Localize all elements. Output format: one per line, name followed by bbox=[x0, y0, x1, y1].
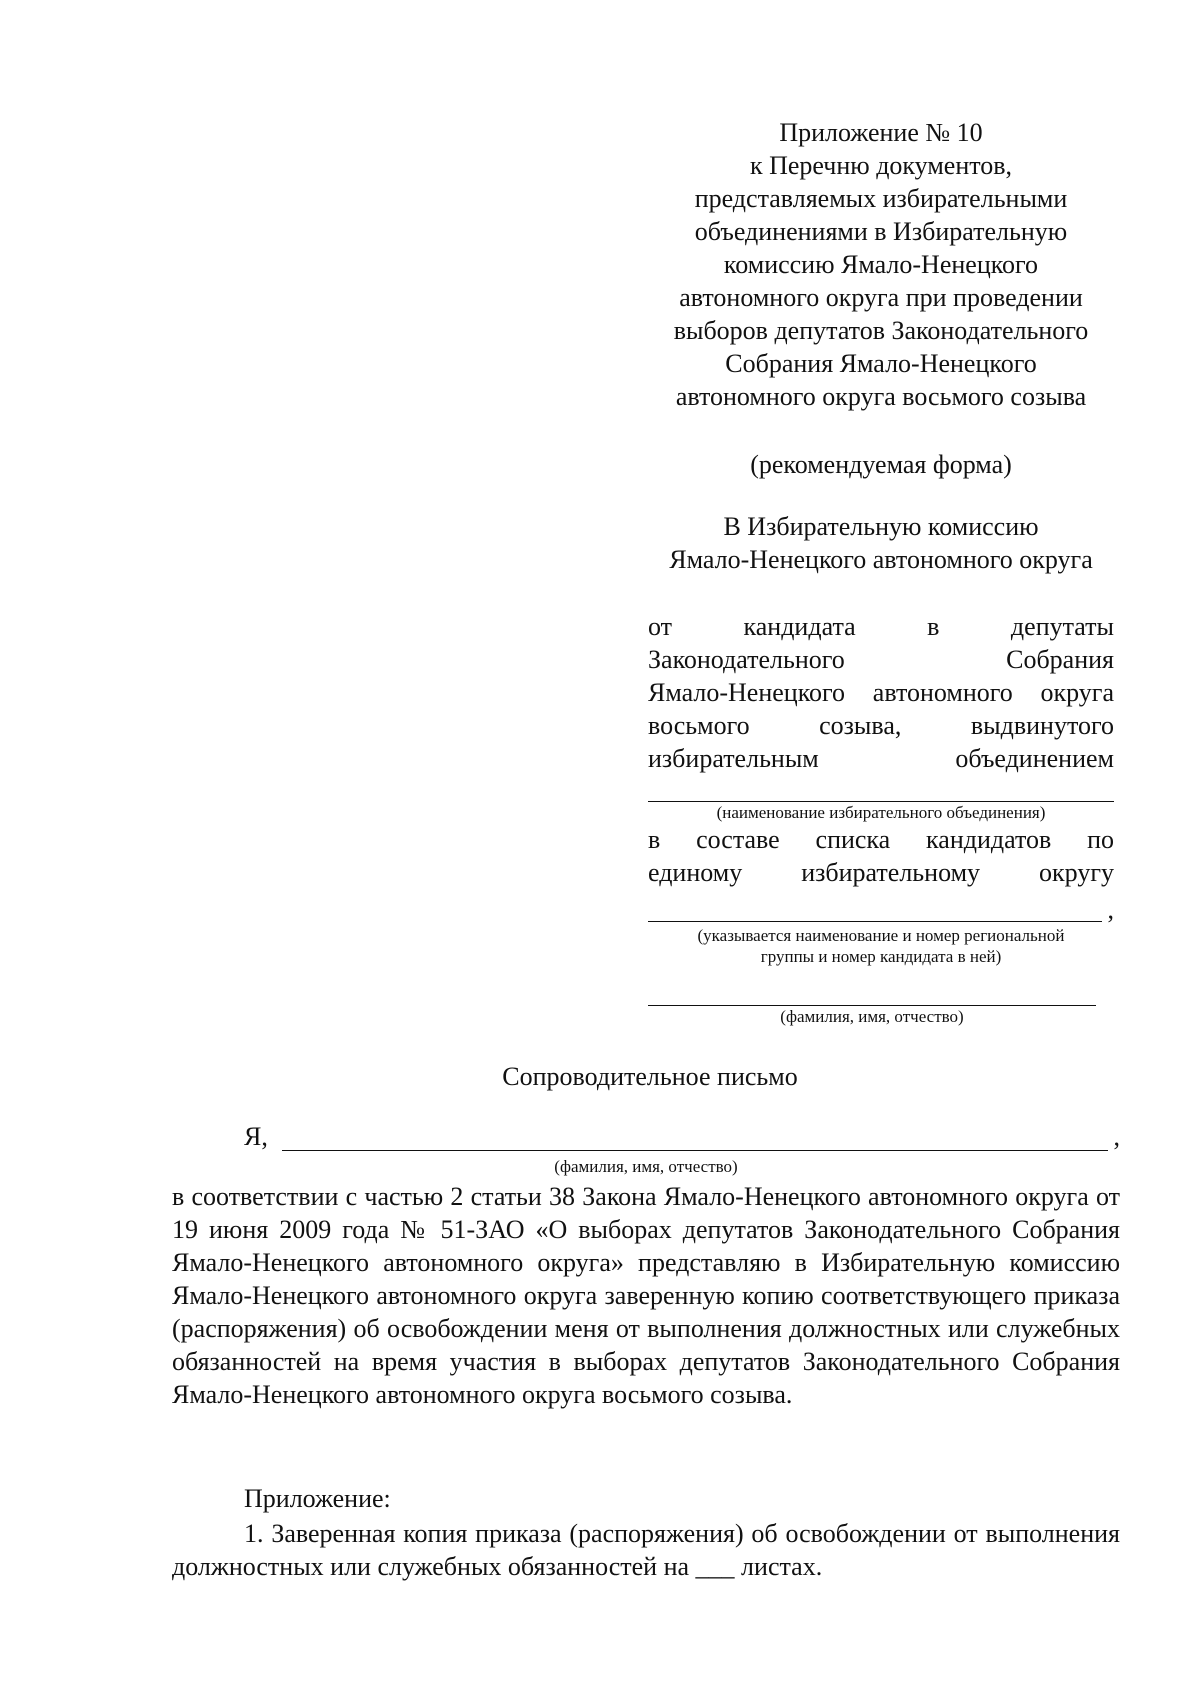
addressee-line: Ямало-Ненецкого автономного округа bbox=[669, 545, 1093, 574]
annex-line: представляемых избирательными bbox=[694, 184, 1068, 213]
letter-body: в соответствии с частью 2 статьи 38 Закона Ямало-Ненецкого автономного округа от 19 июня 2009 года № 51-ЗАО «О выборах депутатов Законодательного Собрания Ямало-Ненецкого автономного округа» представляю в Избирательную комиссию Ямало-Ненецкого автономного округа заверенную копию соответствующего приказа (распоряжения) об освобождении меня от выполнения должностных или служебных обязанностей на время участия в выборах депутатов Законодательного Собрания Ямало-Ненецкого автономного округа восьмого созыва. bbox=[172, 1182, 1120, 1409]
annex-line: комиссию Ямало-Ненецкого bbox=[723, 250, 1039, 279]
sender-block bbox=[648, 610, 1114, 1027]
annex-line: к Перечню документов, bbox=[749, 151, 1013, 180]
annex-line: объединениями в Избирательную bbox=[694, 217, 1068, 246]
regional-group-comma: , bbox=[1107, 895, 1114, 924]
appendix-title: Приложение: bbox=[244, 1484, 391, 1513]
sender-line: Законодательного Собрания bbox=[648, 645, 1114, 674]
applicant-fio-field[interactable] bbox=[282, 1150, 1108, 1151]
association-name-hint: (наименование избирательного объединения) bbox=[716, 803, 1046, 822]
regional-group-row bbox=[648, 889, 1114, 925]
annex-header bbox=[648, 116, 1114, 413]
association-name-field[interactable] bbox=[648, 775, 1114, 802]
regional-group-hint-line: (указывается наименование и номер региональной bbox=[697, 926, 1065, 945]
addressee-line: В Избирательную комиссию bbox=[723, 512, 1039, 541]
annex-line: автономного округа при проведении bbox=[679, 283, 1083, 312]
candidate-fio-field[interactable] bbox=[648, 967, 1096, 1006]
addressee-block bbox=[648, 510, 1114, 576]
ya-label: Я, bbox=[244, 1122, 268, 1151]
candidate-fio-hint: (фамилия, имя, отчество) bbox=[780, 1007, 964, 1026]
sender-line: восьмого созыва, выдвинутого bbox=[648, 711, 1114, 740]
applicant-fio-hint: (фамилия, имя, отчество) bbox=[554, 1157, 738, 1176]
letter-title: Сопроводительное письмо bbox=[502, 1062, 798, 1091]
appendix-item: 1. Заверенная копия приказа (распоряжения) об освобождении от выполнения должностных или служебных обязанностей на ___ листах. bbox=[172, 1519, 1120, 1581]
list-line: единому избирательному округу bbox=[648, 858, 1114, 887]
sender-line: избирательным объединением bbox=[648, 744, 1114, 773]
regional-group-field[interactable] bbox=[648, 889, 1102, 922]
sender-line: Ямало-Ненецкого автономного округа bbox=[648, 678, 1114, 707]
list-line: в составе списка кандидатов по bbox=[648, 825, 1114, 854]
recommended-form-label: (рекомендуемая форма) bbox=[750, 450, 1012, 479]
sender-line: от кандидата в депутаты bbox=[648, 612, 1114, 641]
annex-line: Собрания Ямало-Ненецкого bbox=[725, 349, 1037, 378]
annex-line: автономного округа восьмого созыва bbox=[675, 382, 1087, 411]
ya-comma: , bbox=[1113, 1122, 1120, 1151]
annex-line: Приложение № 10 bbox=[779, 118, 983, 147]
regional-group-hint-line: группы и номер кандидата в ней) bbox=[760, 947, 1002, 966]
regional-group-hint bbox=[648, 925, 1114, 967]
annex-line: выборов депутатов Законодательного bbox=[673, 316, 1089, 345]
